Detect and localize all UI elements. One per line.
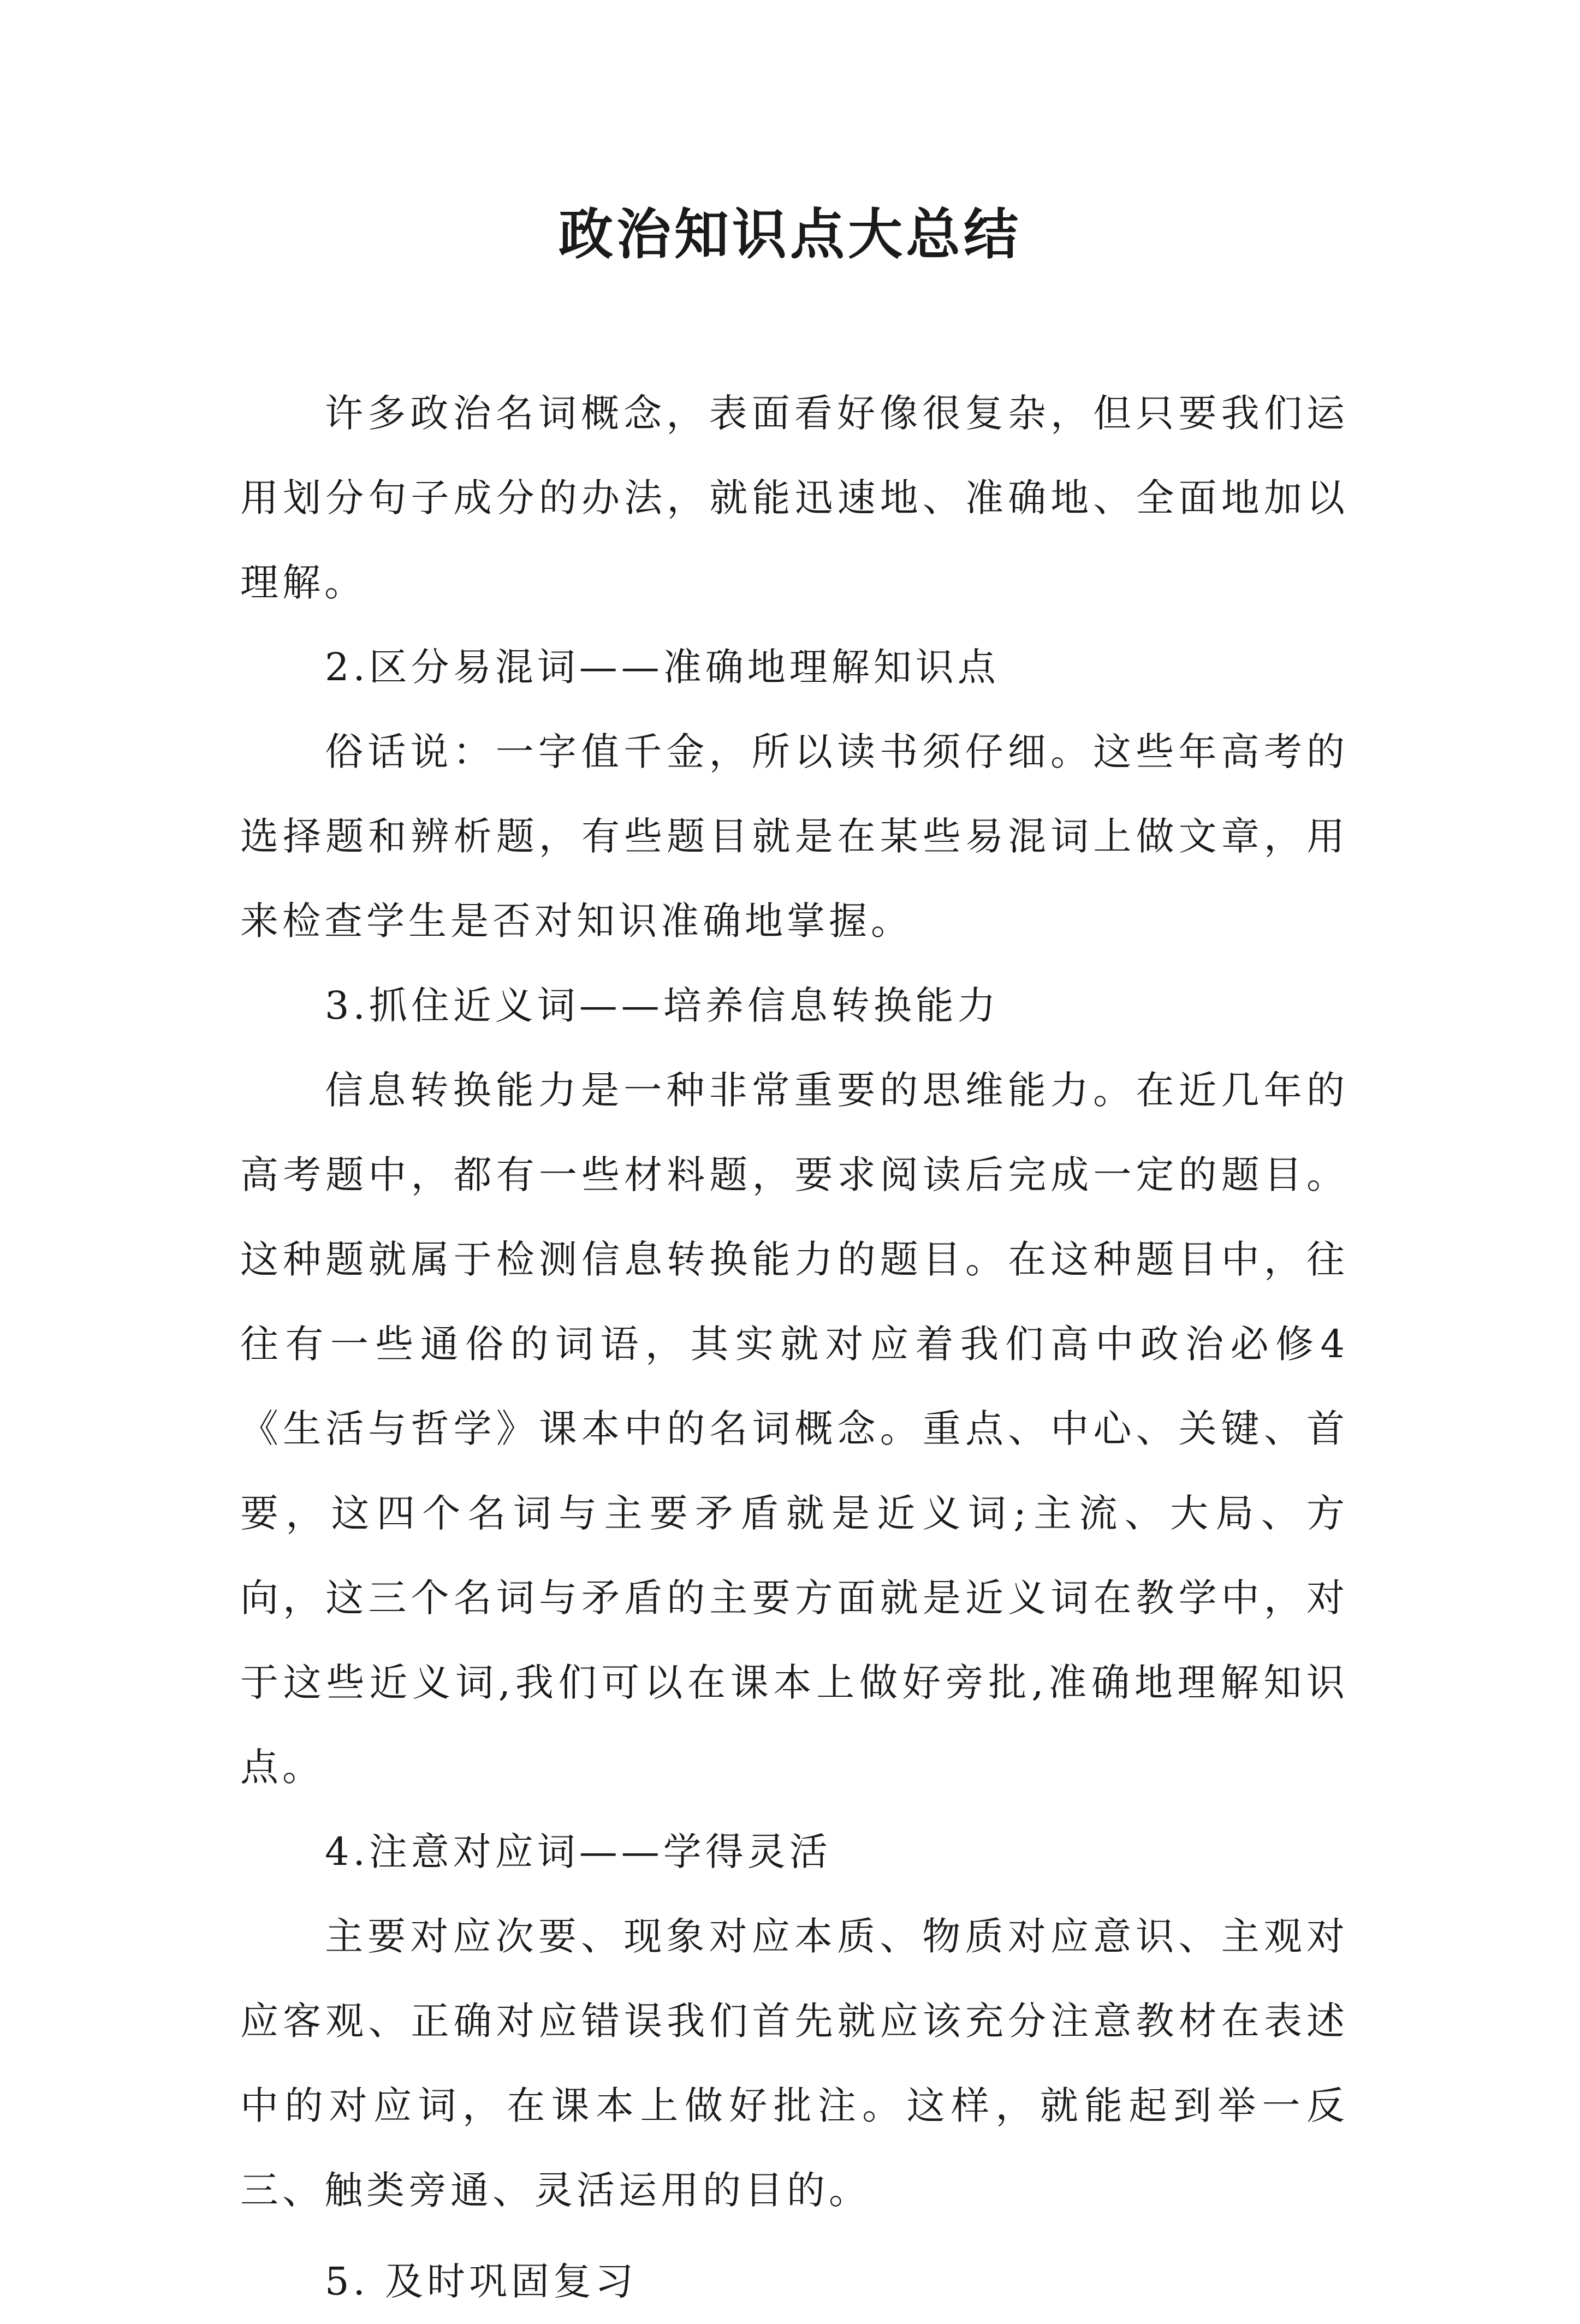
- document-title: 政治知识点大总结: [559, 203, 1021, 266]
- paragraph-section-2: 俗话说：一字值千金，所以读书须仔细。这些年高考的选择题和辨析题，有些题目就是在某些易混词上做文章，用来检查学生是否对知识准确地掌握。: [240, 729, 1349, 943]
- paragraph-section-4: 主要对应次要、现象对应本质、物质对应意识、主观对应客观、正确对应错误我们首先就应该充分注意教材在表述中的对应词，在课本上做好批注。这样，就能起到举一反三、触类旁通、灵活运用的目的。: [240, 1914, 1349, 2213]
- paragraph-section-3: 信息转换能力是一种非常重要的思维能力。在近几年的高考题中，都有一些材料题，要求阅读后完成一定的题目。这种题就属于检测信息转换能力的题目。在这种题目中，往往有一些通俗的词语，其实就对应着我们高中政治必修4《生活与哲学》课本中的名词概念。重点、中心、关键、首要，这四个名词与主要矛盾就是近义词;主流、大局、方向，这三个名词与矛盾的主要方面就是近义词在教学中，对于这些近义词,我们可以在课本上做好旁批,准确地理解知识点。: [240, 1068, 1349, 1790]
- section-heading-5: 5. 及时巩固复习: [325, 2259, 638, 2304]
- section-heading-3: 3.抓住近义词——培养信息转换能力: [325, 983, 1000, 1028]
- section-heading-2: 2.区分易混词——准确地理解知识点: [325, 645, 1000, 690]
- document-body: [240, 371, 1349, 2324]
- paragraph-intro: 许多政治名词概念，表面看好像很复杂，但只要我们运用划分句子成分的办法，就能迅速地、准确地、全面地加以理解。: [240, 391, 1349, 605]
- section-heading-4: 4.注意对应词——学得灵活: [325, 1829, 831, 1874]
